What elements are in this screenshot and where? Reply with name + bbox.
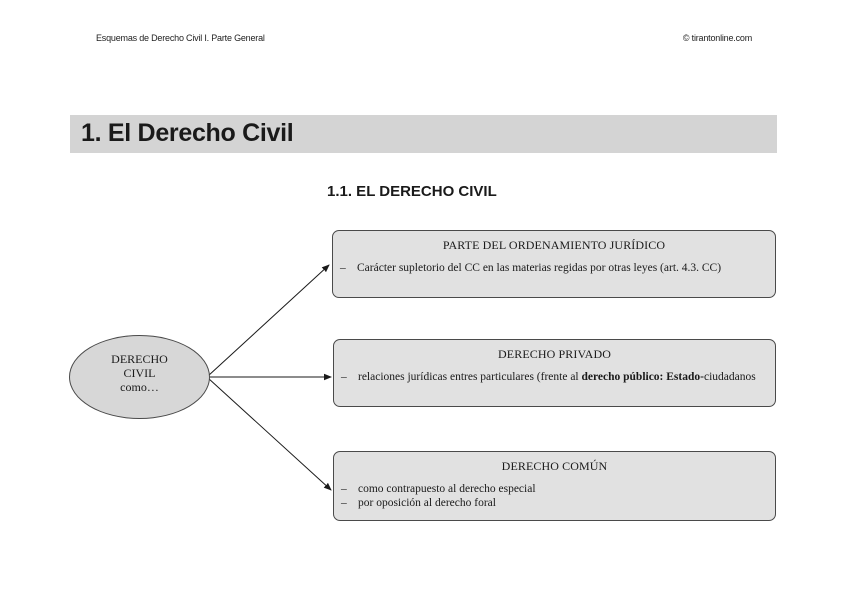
section-title: 1.1. EL DERECHO CIVIL [327,183,497,200]
box-title: DERECHO PRIVADO [498,347,611,361]
box-bullet: – como contrapuesto al derecho especial [358,482,765,496]
box-parte-ordenamiento [332,230,776,298]
node-line-3: como… [120,380,159,394]
bullet-text: ciudadanos [703,371,756,383]
chapter-title: 1. El Derecho Civil [81,119,294,147]
box-bullet: – por oposición al derecho foral [358,496,765,510]
box-title: DERECHO COMÚN [501,459,608,473]
running-header-title: Esquemas de Derecho Civil I. Parte General [96,33,265,43]
bullet-text: relaciones jurídicas entres particulares (frente al [358,371,582,383]
box-bullet [358,370,765,384]
derecho-civil-node [69,335,210,419]
running-header-copyright: © tirantonline.com [682,33,752,43]
box-title: PARTE DEL ORDENAMIENTO JURÍDICO [442,238,666,252]
node-line-2: CIVIL [123,366,156,380]
box-derecho-privado [333,339,776,407]
arrow-to-derecho-comun [208,378,331,490]
box-derecho-comun [333,451,776,521]
node-line-1: DERECHO [111,352,168,366]
bullet-bold-text: derecho público: Estado- [581,371,704,383]
arrow-to-parte-ordenamiento [208,265,329,376]
box-bullet: – Carácter supletorio del CC en las materias regidas por otras leyes (art. 4.3. CC) [357,261,765,275]
